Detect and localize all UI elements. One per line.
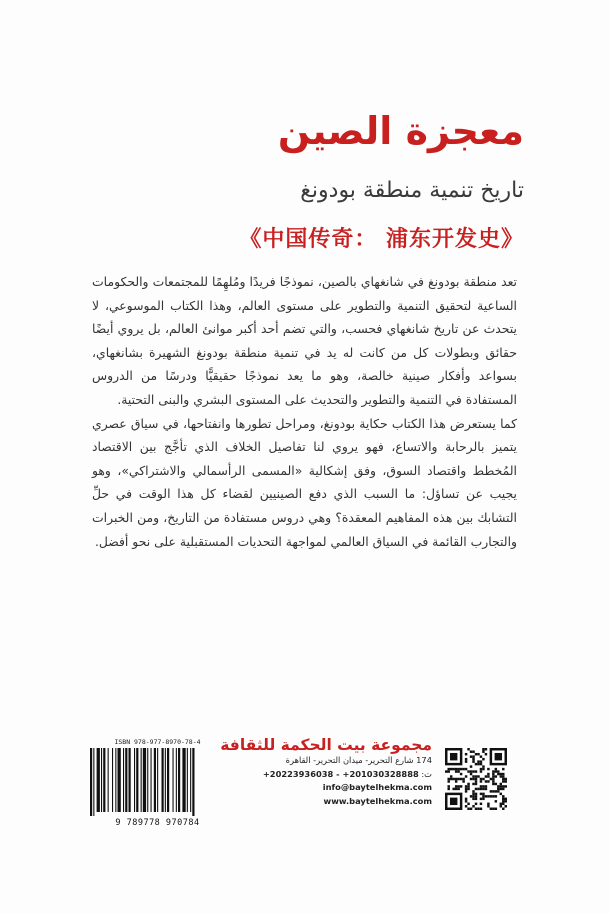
isbn-label: ISBN 978-977-8970-78-4 [114,738,201,746]
publisher-info [220,736,432,808]
phone-label: ت: [421,768,432,779]
barcode-digits: 9 789778 970784 [115,818,200,828]
blurb-text [92,270,517,553]
publisher-website: www.baytelhekma.com [323,795,432,806]
blurb-paragraph-1: تعد منطقة بودونغ في شانغهاي بالصين، نموذجًا فريدًا ومُلهِمًا للمجتمعات والحكومات الساعية لتحقيق التنمية والتطوير على مستوى العالم، وهذا الكتاب الموسوعي، لا يتحدث عن تاريخ شانغهاي فحسب، والتي تضم أحد أكبر موانئ العالم، بل يروي أيضًا حقائق وبطولات كل من كانت له يد في تنمية منطقة بودونغ الشهيرة بشانغهاي، بسواعد وأفكار صينية خالصة، وهو ما يعد نموذجًا حقيقيًّا ودرسًا من الدروس المستفادة في التنمية والتطوير والتحديث على المستوى البشري والبنى التحتية. [92,274,517,407]
book-title: معجزة الصين [277,109,524,153]
chinese-title: 《中国传奇： 浦东开发史》 [239,227,524,252]
book-subtitle: تاريخ تنمية منطقة بودونغ [300,178,524,203]
phone-numbers: +20223936038 - +201030328888 [262,768,419,779]
publisher-email: info@baytelhekma.com [322,782,432,792]
publisher-name: مجموعة بيت الحكمة للثقافة [220,736,432,754]
publisher-address: 174 شارع التحرير- ميدان التحرير- القاهرة [285,755,432,765]
blurb-paragraph-2: كما يستعرض هذا الكتاب حكاية بودونغ، ومراحل تطورها وانفتاحها، في سياق عصري يتميز بالرحابة والاتساع، فهو يروي لنا تفاصيل الخلاف الذي تأجَّج بين الاقتصاد المُخطط واقتصاد السوق، وفق إشكالية «المسمى الرأسمالي والاشتراكي»، وهو يجيب عن تساؤل: ما السبب الذي دفع الصينيين لقضاء كل هذا الوقت في حلِّ التشابك بين هذه المفاهيم المعقدة؟ وهي دروس مستفادة من التاريخ، ومن الخبرات والتجارب القائمة في السياق العالمي لمواجهة التحديات المستقبلية على نحو أفضل. [92,415,517,549]
isbn-barcode [86,738,229,830]
barcode-bars-icon [90,748,225,816]
qr-code-icon [445,748,507,810]
publisher-phone [262,768,432,782]
